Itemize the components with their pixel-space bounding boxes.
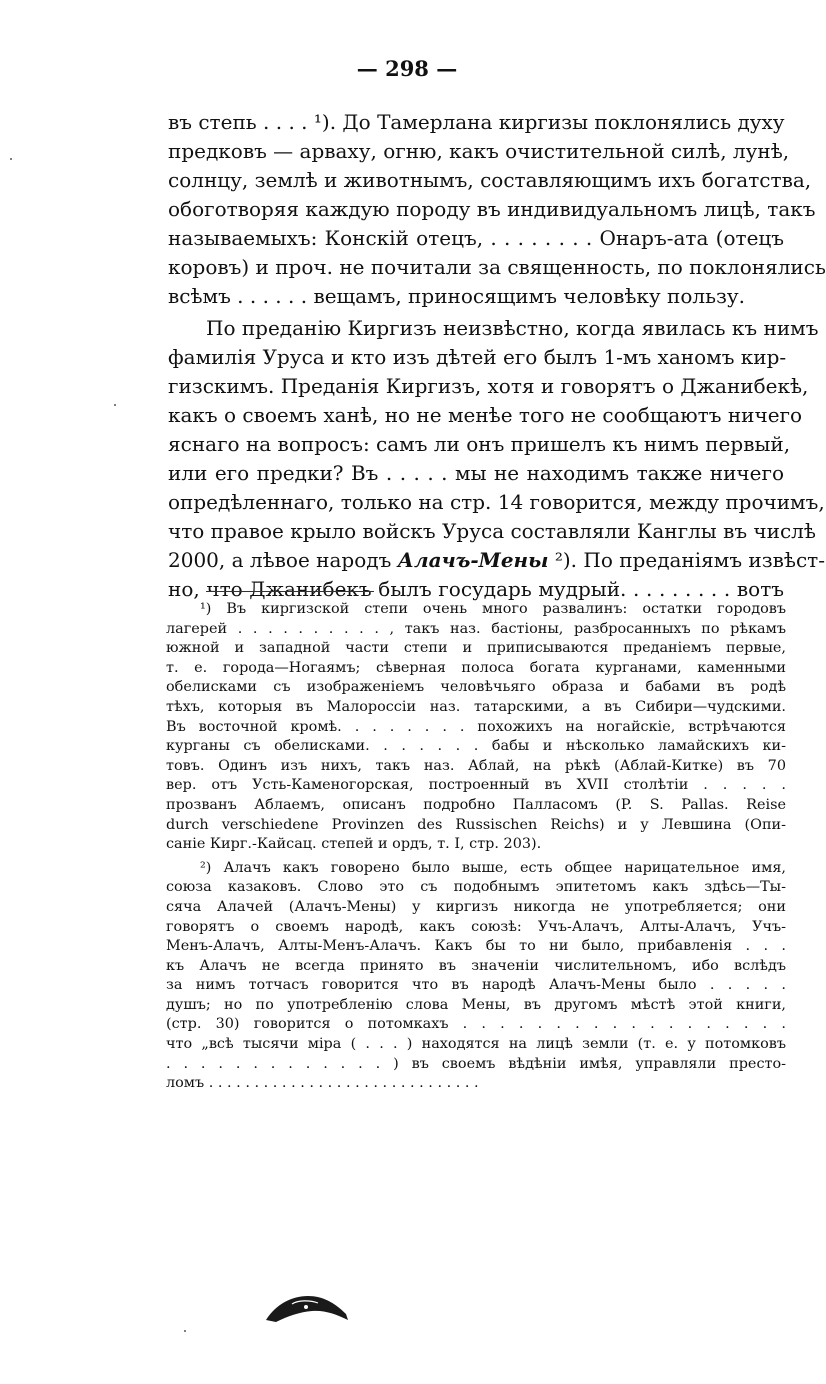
footnote-line: говорятъ о своемъ народѣ, какъ союзѣ: Учъ-Алачъ, Алты-Алачъ, Учъ-	[166, 918, 786, 935]
footnote-line: за нимъ тотчасъ говорится что въ народѣ Алачъ-Мены было . . . . .	[166, 977, 786, 994]
main-line: предковъ — арваху, огню, какъ очистительной силѣ, лунѣ,	[168, 139, 790, 163]
main-line-start: 2000, а лѣвое народъ	[168, 548, 392, 572]
footnote-line: т. е. города—Ногаямъ; сѣверная полоса богата курганами, каменными	[166, 659, 786, 676]
footnote-line: Менъ-Алачъ, Алты-Менъ-Алачъ. Какъ бы то ни было, прибавленія . . .	[166, 938, 786, 955]
paper-speck	[184, 1330, 186, 1332]
footnote-divider	[206, 591, 374, 592]
footnote-line: прозванъ Аблаемъ, описанъ подробно Палласомъ (P. S. Pallas. Reise	[166, 796, 786, 813]
main-line	[168, 546, 825, 575]
main-line: обоготворяя каждую породу въ индивидуальномъ лицѣ, такъ	[168, 197, 816, 221]
main-line: яснаго на вопросъ: самъ ли онъ пришелъ къ нимъ первый,	[168, 432, 791, 456]
footnote-line: вер. отъ Усть-Каменогорская, построенный въ XVII столѣтіи . . . . .	[166, 777, 786, 794]
main-line: фамилія Уруса и кто изъ дѣтей его былъ 1-мъ ханомъ кир-	[168, 345, 787, 369]
main-line: опредѣленнаго, только на стр. 14 говорится, между прочимъ,	[168, 490, 825, 514]
footnote-line: южной и западной части степи и приписываются преданіемъ первые,	[166, 640, 786, 657]
main-line: По преданію Киргизъ неизвѣстно, когда явилась къ нимъ	[206, 316, 819, 340]
main-line: называемыхъ: Конскій отецъ, . . . . . . . . Онаръ-ата (отецъ	[168, 226, 784, 250]
footnote-line: обелисками съ изображеніемъ человѣчьяго образа и бабами въ родѣ	[166, 679, 786, 696]
footnote-line: что „всѣ тысячи міра ( . . . ) находятся на лицѣ земли (т. е. у потомковъ	[166, 1036, 786, 1053]
main-line: или его предки? Въ . . . . . мы не находимъ также ничего	[168, 461, 784, 485]
footnote-line: союза казаковъ. Слово это съ подобнымъ эпитетомъ какъ здѣсь—Ты-	[166, 879, 786, 896]
paper-speck	[10, 158, 12, 160]
footnote-line: Въ восточной кромѣ. . . . . . . . похожихъ на ногайскіе, встрѣчаются	[166, 718, 786, 735]
footnote-line: durch verschiedene Provinzen des Russischen Reichs) и у Левшина (Опи-	[166, 816, 786, 833]
main-line: коровъ) и проч. не почитали за священность, по поклонялись	[168, 255, 826, 279]
main-line: гизскимъ. Преданія Киргизъ, хотя и говорятъ о Джанибекѣ,	[168, 374, 809, 398]
footnote-line: лагерей . . . . . . . . . . , такъ наз. бастіоны, разбросанныхъ по рѣкамъ	[166, 620, 786, 637]
footnote-line: курганы съ обелисками. . . . . . . бабы и нѣсколько ламайскихъ ки-	[166, 738, 786, 755]
library-stamp-icon	[262, 1290, 352, 1324]
main-line: какъ о своемъ ханѣ, но не менѣе того не сообщаютъ ничего	[168, 403, 803, 427]
footnote-line: ²) Алачъ какъ говорено было выше, есть общее нарицательное имя,	[200, 859, 786, 876]
footnote-line: (стр. 30) говорится о потомкахъ . . . . . . . . . . . . . . . . . .	[166, 1016, 786, 1033]
footnote-line: . . . . . . . . . . . . . ) въ своемъ вѣдѣніи имѣя, управляли престо-	[166, 1055, 786, 1072]
main-line: солнцу, землѣ и животнымъ, составляющимъ ихъ богатства,	[168, 168, 812, 192]
footnote-line: тѣхъ, которыя въ Малороссіи наз. татарскими, а въ Сибири—чудскими.	[166, 698, 786, 715]
main-line: но, что Джанибекъ былъ государь мудрый. . . . . . . . . вотъ	[168, 577, 784, 601]
main-text	[168, 108, 826, 604]
alach-meny-term: Алачъ-Мены	[397, 548, 549, 572]
footnote-line: ¹) Въ киргизской степи очень много развалинъ: остатки городовъ	[200, 601, 786, 617]
footnote-line: товъ. Одинъ изъ нихъ, такъ наз. Аблай, на рѣкѣ (Аблай-Китке) въ 70	[166, 757, 786, 774]
paper-speck	[114, 404, 116, 406]
footnote-line: къ Алачъ не всегда принято въ значеніи числительномъ, ибо вслѣдъ	[166, 957, 786, 974]
page-number: — 298 —	[356, 56, 458, 81]
main-line: въ степь . . . . ¹). До Тамерлана киргизы поклонялись духу	[168, 110, 785, 134]
main-line-end: ²). По преданіямъ извѣст-	[554, 548, 825, 572]
footnotes	[166, 600, 786, 1094]
footnote-line: сяча Алачей (Алачъ-Мены) у киргизъ никогда не употребляется; они	[166, 898, 786, 915]
footnote-line: саніе Кирг.-Кайсац. степей и ордъ, т. I, стр. 203).	[166, 836, 542, 853]
main-line: что правое крыло войскъ Уруса составляли Канглы въ числѣ	[168, 519, 816, 543]
footnote-line: ломъ . . . . . . . . . . . . . . . . . . . . . . . . . . . . . .	[166, 1075, 479, 1092]
footnote-line: душъ; но по употребленію слова Мены, въ другомъ мѣстѣ этой книги,	[166, 996, 786, 1013]
main-line: всѣмъ . . . . . . вещамъ, приносящимъ человѣку пользу.	[168, 284, 746, 308]
